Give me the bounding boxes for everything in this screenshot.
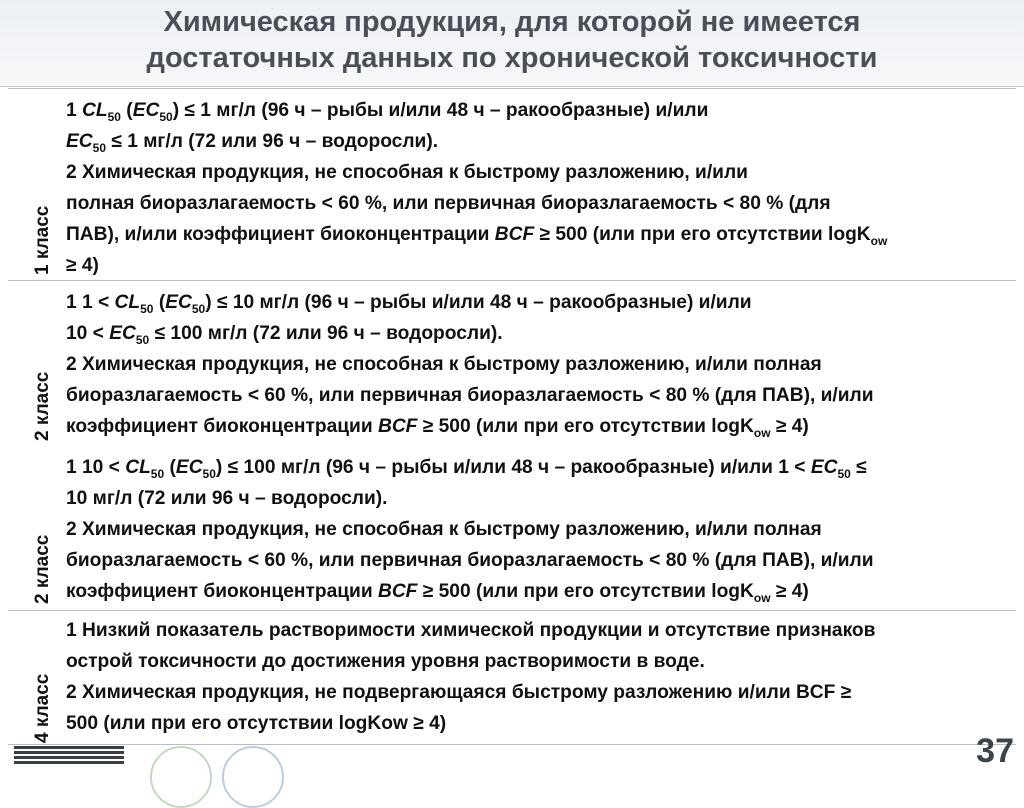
class-label: 2 класс	[32, 534, 53, 604]
class-row-4	[8, 610, 1016, 745]
criteria-line: 2 Химическая продукция, не подвергающаяся быстрому разложению и/или BCF ≥	[66, 682, 852, 703]
class-row-3	[8, 446, 1016, 610]
class-criteria-3	[66, 452, 1010, 607]
criteria-line: 500 (или при его отсутствии logKow ≥ 4)	[66, 713, 447, 734]
class-label: 1 класс	[32, 205, 53, 275]
page-number: 37	[976, 732, 1014, 770]
title-line-1: Химическая продукция, для которой не имеется	[163, 6, 861, 38]
criteria-line: биоразлагаемость < 60 %, или первичная биоразлагаемость < 80 % (для ПАВ), и/или	[66, 550, 874, 571]
class-side-3	[8, 446, 56, 610]
criteria-line: биоразлагаемость < 60 %, или первичная биоразлагаемость < 80 % (для ПАВ), и/или	[66, 385, 874, 406]
criteria-line: 1 $CL_{50}$ $(EC_{50}) \le 1$ мг/л (96 ч – рыбы и/или 48 ч – ракообразные) и/или	[66, 100, 709, 124]
criteria-line: $10 < EC_{50} \le 100$ мг/л (72 или 96 ч – водоросли).	[66, 323, 503, 347]
slide-header	[0, 0, 1024, 87]
criteria-line: полная биоразлагаемость < 60 %, или первичная биоразлагаемость < 80 % (для	[66, 193, 831, 214]
class-side-2	[8, 281, 56, 447]
criteria-line: 2 Химическая продукция, не способная к быстрому разложению, и/или	[66, 162, 748, 183]
decorative-circle	[150, 746, 212, 808]
criteria-line: ≥ 4)	[66, 255, 99, 276]
criteria-line: 1 $10 < CL_{50}$ $(EC_{50}) \le 100$ мг/л (96 ч – рыбы и/или 48 ч – ракообразные) и/или $1 < EC_{50}$ ≤	[66, 457, 867, 481]
criteria-line: коэффициент биоконцентрации BCF ≥ 500 (или при его отсутствии logK$_{ow}$ ≥ 4)	[66, 581, 809, 605]
criteria-line: 1 $1 < CL_{50}$ $(EC_{50}) \le 10$ мг/л (96 ч – рыбы и/или 48 ч – ракообразные) и/или	[66, 292, 752, 316]
criteria-line: коэффициент биоконцентрации BCF ≥ 500 (или при его отсутствии logK$_{ow}$ ≥ 4)	[66, 416, 809, 440]
class-criteria-2	[66, 287, 1010, 442]
class-criteria-1	[66, 95, 1010, 281]
criteria-line: $EC_{50} \le 1$ мг/л (72 или 96 ч – водоросли).	[66, 131, 439, 155]
slide-title	[0, 4, 1024, 76]
class-row-1	[8, 88, 1016, 281]
criteria-line: острой токсичности до достижения уровня растворимости в воде.	[66, 651, 705, 672]
criteria-line: ПАВ), и/или коэффициент биоконцентрации BCF ≥ 500 (или при его отсутствии logK$_{ow}$	[66, 224, 888, 248]
class-label: 2 класс	[32, 371, 53, 441]
criteria-line: 2 Химическая продукция, не способная к быстрому разложению, и/или полная	[66, 354, 822, 375]
footer-divider	[8, 744, 1016, 745]
class-side-4	[8, 611, 56, 745]
class-criteria-4	[66, 615, 1010, 739]
title-line-2: достаточных данных по хронической токсичности	[146, 42, 878, 74]
class-label: 4 класс	[32, 673, 53, 743]
criteria-line: 10 мг/л (72 или 96 ч – водоросли).	[66, 488, 388, 509]
class-row-2	[8, 280, 1016, 447]
decorative-circle	[222, 746, 284, 808]
criteria-line: 2 Химическая продукция, не способная к быстрому разложению, и/или полная	[66, 519, 822, 540]
criteria-line: 1 Низкий показатель растворимости химической продукции и отсутствие признаков	[66, 620, 876, 641]
logo-stripes	[14, 746, 124, 767]
class-side-1	[8, 89, 56, 281]
